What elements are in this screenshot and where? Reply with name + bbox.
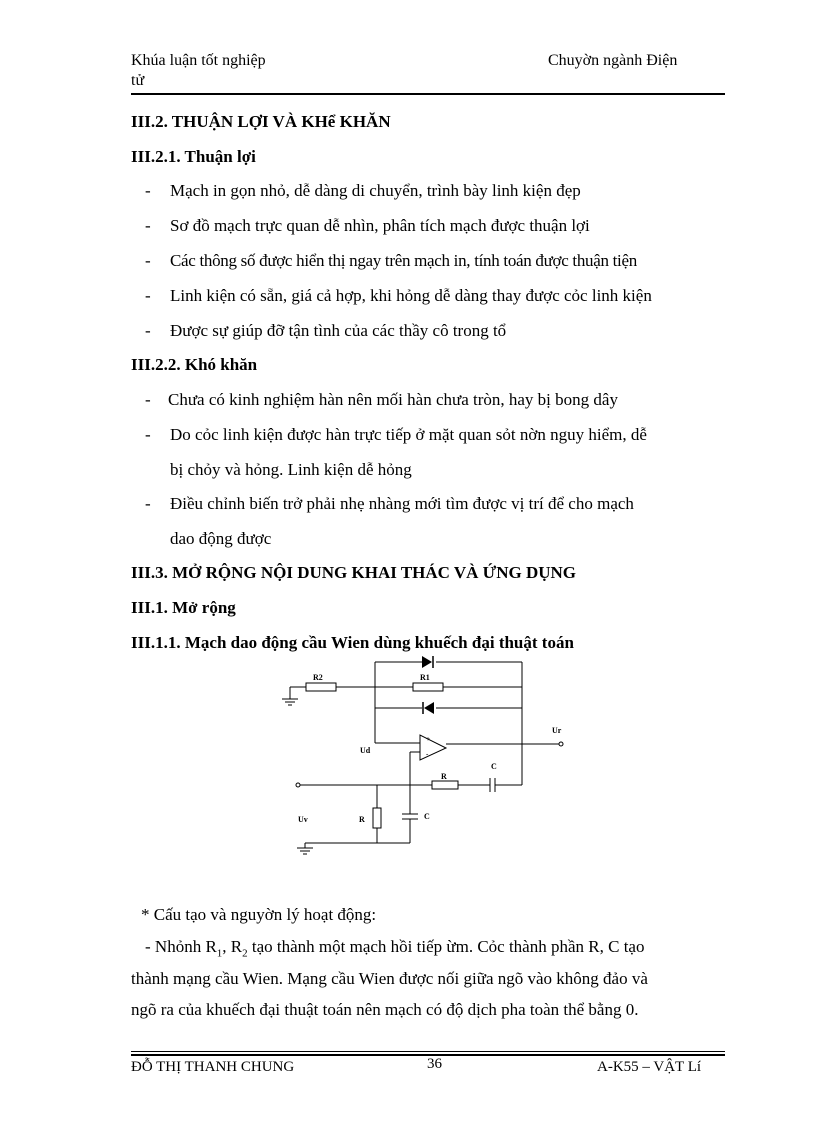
header-left: Khúa luận tốt nghiệp [131, 52, 266, 69]
diode-top [422, 656, 432, 668]
label-r1: R1 [420, 673, 430, 682]
list-item: Các thông số được hiển thị ngay trên mạch in, tính toán được thuận tiện [170, 251, 637, 270]
resistor-r2 [306, 683, 336, 691]
label-r2: R2 [313, 673, 323, 682]
bullet-dash: - [145, 425, 151, 444]
list-item: Mạch in gọn nhỏ, dễ dàng di chuyển, trình bày linh kiện đẹp [170, 181, 581, 200]
footer-author: ĐỖ THỊ THANH CHUNG [131, 1059, 295, 1075]
bullet-dash: - [145, 286, 151, 305]
bullet-dash: - [145, 390, 151, 409]
description-line-2: thành mạng cầu Wien. Mạng cầu Wien được nối giữa ngõ vào không đảo và [131, 969, 648, 988]
description-text: - Nhỏnh R [145, 937, 217, 956]
bullet-dash: - [145, 181, 151, 200]
header-left-continued: tử [131, 72, 145, 89]
bullet-dash: - [145, 494, 151, 513]
footer-class: A-K55 – VẬT Lí [597, 1059, 702, 1075]
description-text: tạo thành một mạch hồi tiếp ừm. Cỏc thành phần R, C tạo [247, 937, 645, 956]
section-heading-mo-rong: III.3. MỞ RỘNG NỘI DUNG KHAI THÁC VÀ ỨNG DỤNG [131, 563, 577, 582]
footer-page-number: 36 [427, 1056, 442, 1072]
label-r-shunt: R [359, 815, 365, 824]
subscript-1: 1 [216, 947, 223, 960]
section-heading-thuan-loi-kho-khan: III.2. THUẬN LỢI VÀ KHể KHĂN [131, 112, 391, 131]
label-r-series: R [441, 772, 447, 781]
header-rule [131, 93, 725, 95]
list-item: Linh kiện có sẵn, giá cả hợp, khi hỏng dễ dàng thay được cỏc linh kiện [170, 286, 652, 305]
description-line-1 [145, 936, 644, 958]
svg-text:+: + [426, 735, 430, 743]
subsection-heading-thuan-loi: III.2.1. Thuận lợi [131, 147, 256, 166]
list-item: Sơ đồ mạch trực quan dễ nhìn, phân tích mạch được thuận lợi [170, 216, 590, 235]
description-line-3: ngõ ra của khuếch đại thuật toán nên mạch có độ dịch pha toàn thể bằng 0. [131, 1000, 639, 1019]
bullet-dash: - [145, 321, 151, 340]
description-intro: * Cấu tạo và nguyờn lý hoạt động: [141, 905, 377, 924]
bullet-dash: - [145, 216, 151, 235]
list-item: Được sự giúp đỡ tận tình của các thầy cô trong tổ [170, 321, 507, 340]
label-ud: Ud [360, 746, 371, 755]
footer-rule-top [131, 1051, 725, 1052]
bullet-dash: - [145, 251, 151, 270]
list-item-continued: dao động được [170, 529, 272, 548]
subscript-2: 2 [242, 947, 248, 960]
wien-bridge-circuit-diagram [270, 650, 590, 865]
list-item: Chưa có kinh nghiệm hàn nên mối hàn chưa tròn, hay bị bong dây [168, 390, 618, 409]
diode-bottom [424, 702, 434, 714]
label-c-shunt: C [424, 812, 430, 821]
label-c-series: C [491, 762, 497, 771]
label-ur: Ur [552, 726, 562, 735]
description-text: , R [222, 937, 243, 956]
header-right: Chuyờn ngành Điện [548, 52, 678, 69]
svg-text:-: - [426, 750, 429, 758]
subsection-heading-wien-bridge: III.1.1. Mạch dao động cầu Wien dùng khuếch đại thuật toán [131, 633, 574, 652]
list-item: Do cỏc linh kiện được hàn trực tiếp ở mặt quan sỏt nờn nguy hiểm, dễ [170, 425, 647, 444]
subsection-heading-mo-rong: III.1. Mở rộng [131, 598, 236, 617]
list-item: Điều chỉnh biến trở phải nhẹ nhàng mới tìm được vị trí để cho mạch [170, 494, 634, 513]
subsection-heading-kho-khan: III.2.2. Khó khăn [131, 355, 258, 374]
resistor-r1 [413, 683, 443, 691]
resistor-r-series [432, 781, 458, 789]
resistor-r-shunt [373, 808, 381, 828]
label-uv: Uv [298, 815, 308, 824]
list-item-continued: bị chỏy và hỏng. Linh kiện dễ hỏng [170, 460, 412, 479]
op-amp-symbol [420, 735, 446, 760]
